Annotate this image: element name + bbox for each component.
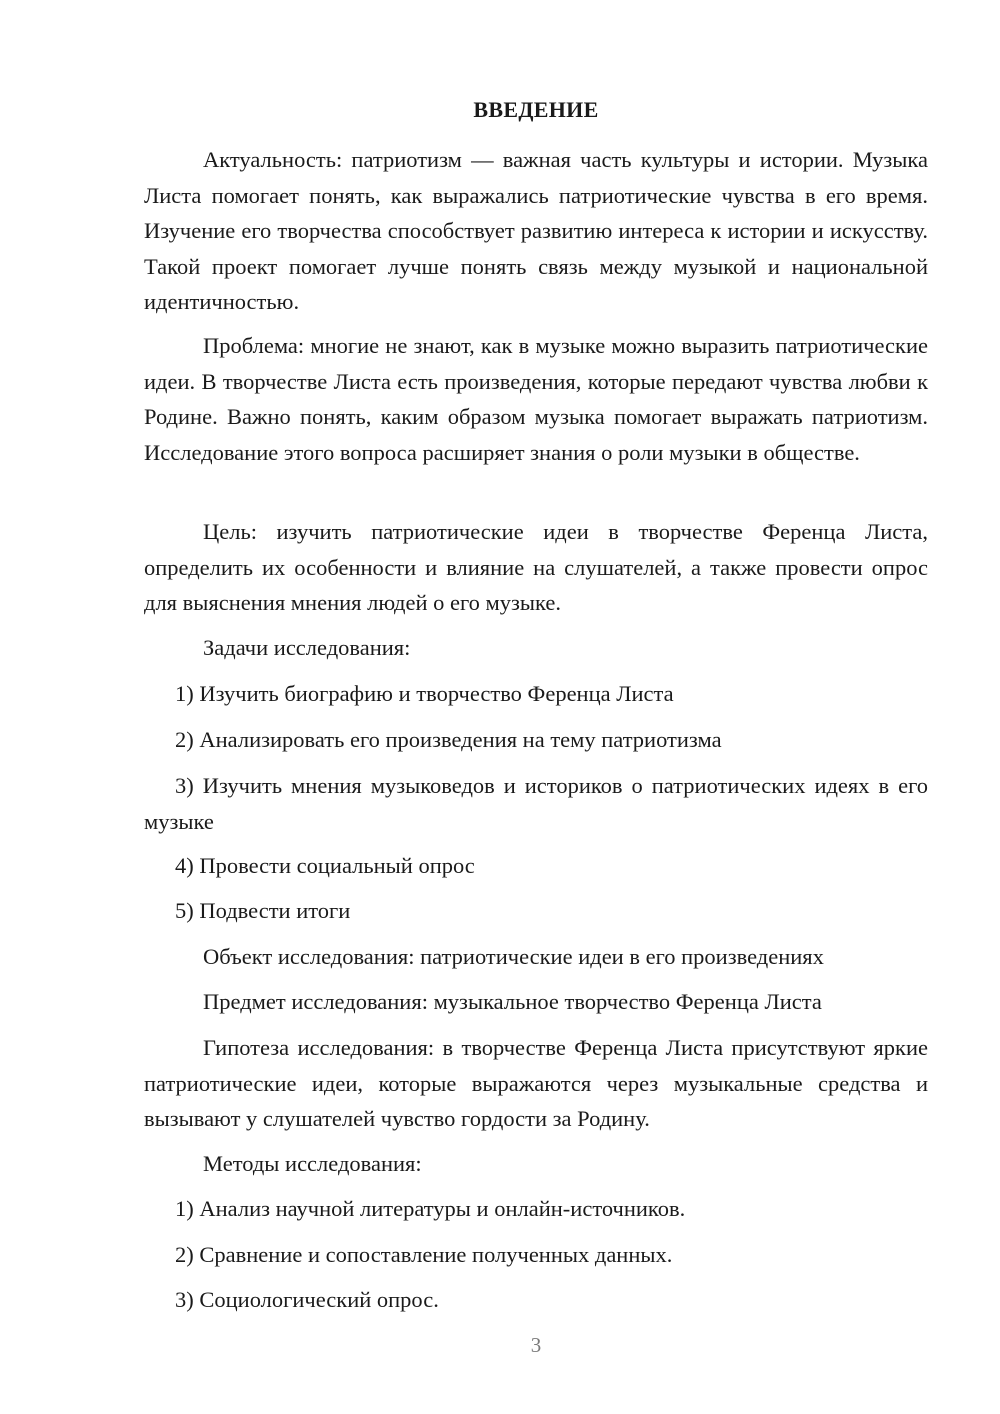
task-item-5: 5) Подвести итоги [175,898,351,923]
method-item-1: 1) Анализ научной литературы и онлайн-источников. [175,1196,686,1221]
page-number: 3 [530,1333,542,1357]
research-object: Объект исследования: патриотические идеи в его произведениях [203,944,824,969]
task-item-3: 3) Изучить мнения музыковедов и историков о патриотических идеях в его музыке [144,773,928,834]
hypothesis-paragraph: Гипотеза исследования: в творчестве Ференца Листа присутствуют яркие патриотические идеи, которые выражаются через музыкальные средства и вызывают у слушателей чувство гордости за Родину. [144,1035,928,1131]
methods-heading: Методы исследования: [203,1151,422,1176]
tasks-heading: Задачи исследования: [203,635,411,660]
section-heading: ВВЕДЕНИЕ [473,97,599,122]
relevance-paragraph: Актуальность: патриотизм — важная часть культуры и истории. Музыка Листа помогает понять, как выражались патриотические чувства в его время. Изучение его творчества способствует развитию интереса к истории и искусству. Такой проект помогает лучше понять связь между музыкой и национальной идентичностью. [144,147,928,314]
method-item-2: 2) Сравнение и сопоставление полученных данных. [175,1242,673,1267]
research-subject: Предмет исследования: музыкальное творчество Ференца Листа [203,989,822,1014]
task-item-4: 4) Провести социальный опрос [175,853,475,878]
method-item-3: 3) Социологический опрос. [175,1287,439,1312]
goal-paragraph: Цель: изучить патриотические идеи в творчестве Ференца Листа, определить их особенности и влияние на слушателей, а также провести опрос для выяснения мнения людей о его музыке. [144,519,928,615]
task-item-1: 1) Изучить биографию и творчество Ференца Листа [175,681,674,706]
task-item-2: 2) Анализировать его произведения на тему патриотизма [175,727,722,752]
problem-paragraph: Проблема: многие не знают, как в музыке можно выразить патриотические идеи. В творчестве Листа есть произведения, которые передают чувства любви к Родине. Важно понять, каким образом музыка помогает выражать патриотизм. Исследование этого вопроса расширяет знания о роли музыки в обществе. [144,333,928,465]
